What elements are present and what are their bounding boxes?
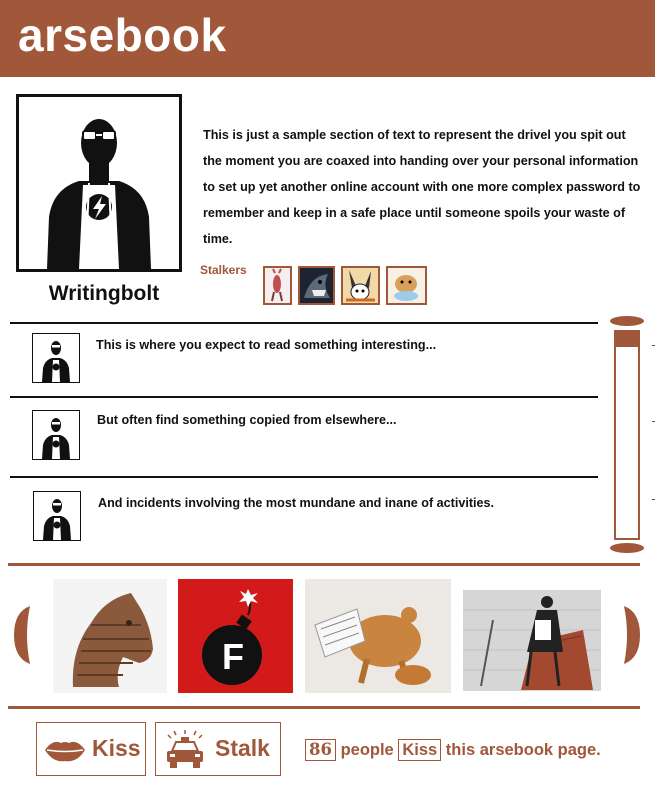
page-suffix-text: this arsebook page. xyxy=(445,741,601,759)
rabbit-figure-icon xyxy=(265,268,290,303)
hooded-figure-icon xyxy=(34,492,80,540)
post-avatar[interactable] xyxy=(32,410,80,460)
kiss-label: Kiss xyxy=(92,735,141,761)
gallery-photo-3[interactable] xyxy=(305,579,451,693)
app-header xyxy=(0,0,655,77)
post-avatar[interactable] xyxy=(32,333,80,383)
police-car-icon xyxy=(162,729,208,771)
gallery-next-arrow-icon[interactable] xyxy=(622,604,644,666)
feed-scrollbar[interactable] xyxy=(614,330,640,540)
stalkers-label: Stalkers xyxy=(200,263,247,277)
kiss-word: Kiss xyxy=(398,739,441,761)
profile-avatar[interactable] xyxy=(16,94,182,272)
gallery-prev-arrow-icon[interactable] xyxy=(10,604,32,666)
stalker-thumb-2[interactable] xyxy=(298,266,335,305)
people-text: people xyxy=(340,741,394,759)
gallery-top-rule xyxy=(8,563,640,566)
gallery-photo-4[interactable] xyxy=(463,590,601,691)
banksy-maid-graffiti-icon xyxy=(463,590,601,691)
stalker-thumb-1[interactable] xyxy=(263,266,292,305)
kiss-count-line xyxy=(305,739,601,761)
lips-icon xyxy=(43,737,87,763)
profile-name[interactable]: Writingbolt xyxy=(48,282,160,305)
kiss-count: 86 xyxy=(305,739,336,761)
rabbit-ears-icon xyxy=(343,268,378,303)
post-text: And incidents involving the most mundane and inane of activities. xyxy=(98,496,495,510)
scroll-down-cap[interactable] xyxy=(610,543,644,553)
hooded-figure-icon xyxy=(19,97,179,269)
scrollbar-thumb[interactable] xyxy=(614,330,640,347)
stalker-thumb-4[interactable] xyxy=(386,266,427,305)
feed-divider xyxy=(10,396,598,398)
shark-icon xyxy=(300,268,333,303)
brand-logo[interactable]: arsebook xyxy=(18,9,227,61)
post-text: But often find something copied from elsewhere... xyxy=(97,413,397,427)
hamster-icon xyxy=(388,268,425,303)
roast-chicken-newspaper-icon xyxy=(305,579,451,693)
gallery-photo-2[interactable] xyxy=(178,579,293,693)
post-text: This is where you expect to read something interesting... xyxy=(96,338,437,352)
stalk-button[interactable] xyxy=(155,722,281,776)
scroll-up-cap[interactable] xyxy=(610,316,644,326)
profile-bio: This is just a sample section of text to represent the drivel you spit out the moment you are coaxed into handing over your personal information to set up yet another online account with one more complex password to remember and keep in a safe place until someone spoils your waste of time. xyxy=(203,128,641,246)
gallery-bottom-rule xyxy=(8,706,640,709)
bomb-f-logo-icon xyxy=(178,579,293,693)
hooded-figure-icon xyxy=(33,411,79,459)
kiss-button[interactable] xyxy=(36,722,146,776)
post-avatar[interactable] xyxy=(33,491,81,541)
gallery-photo-1[interactable] xyxy=(53,579,167,693)
cardboard-horse-head-icon xyxy=(53,579,167,693)
hooded-figure-icon xyxy=(33,334,79,382)
stalk-label: Stalk xyxy=(215,735,270,761)
feed-divider xyxy=(10,322,598,324)
feed-divider xyxy=(10,476,598,478)
svg-text:F: F xyxy=(222,636,244,677)
stalker-thumb-3[interactable] xyxy=(341,266,380,305)
